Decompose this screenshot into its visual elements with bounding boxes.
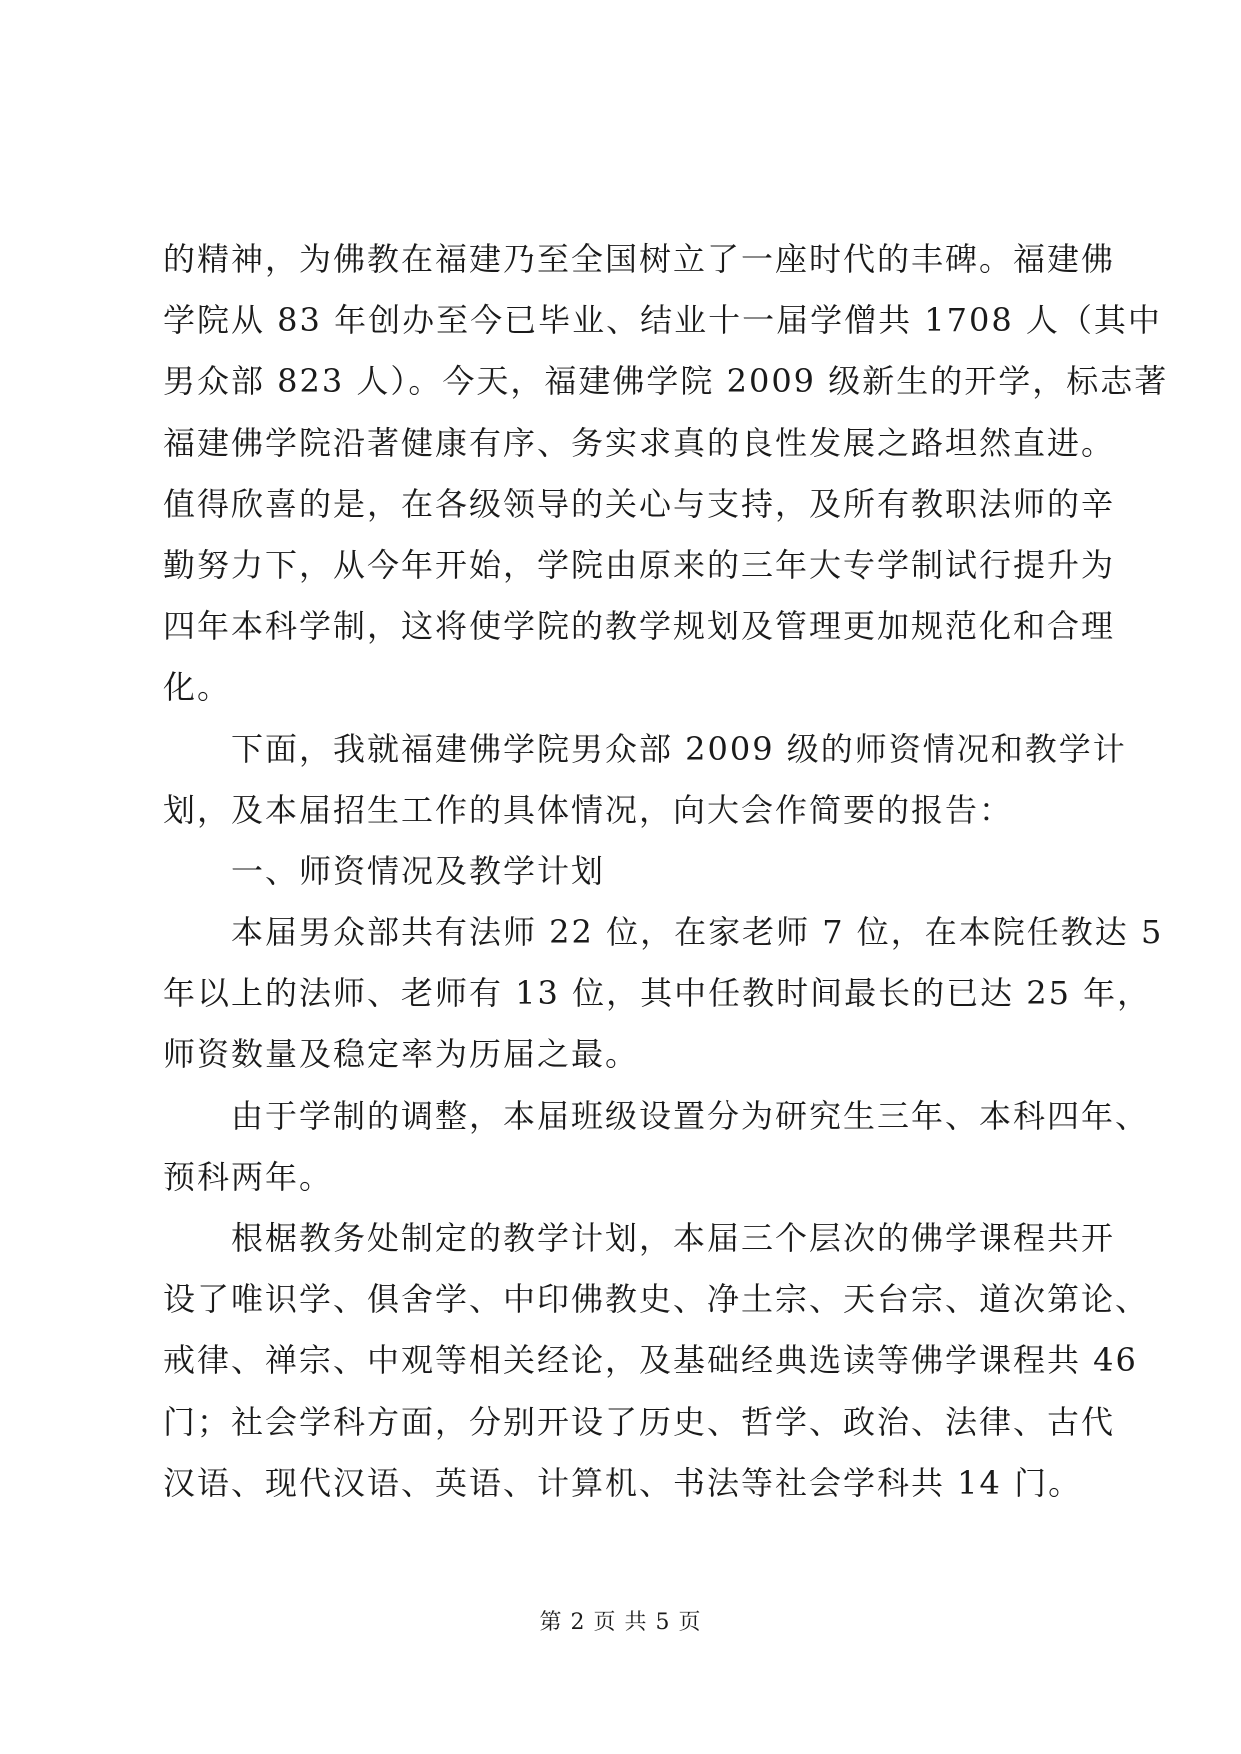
text-line: 师资数量及稳定率为历届之最。	[163, 1035, 640, 1074]
page-footer: 第 2 页 共 5 页	[539, 1610, 702, 1635]
text-line: 化。	[163, 668, 232, 707]
body-text	[163, 229, 1169, 1514]
text-line: 汉语、现代汉语、英语、计算机、书法等社会学科共 14 门。	[163, 1463, 1083, 1502]
text-line: 预科两年。	[163, 1157, 334, 1196]
text-line: 学院从 83 年创办至今已毕业、结业十一届学僧共 1708 人（其中	[163, 301, 1162, 340]
text-line: 由于学制的调整，本届班级设置分为研究生三年、本科四年、	[231, 1096, 1150, 1135]
text-line: 值得欣喜的是，在各级领导的关心与支持，及所有教职法师的辛	[163, 484, 1116, 523]
text-line: 男众部 823 人）。今天，福建佛学院 2009 级新生的开学，标志著	[163, 362, 1169, 401]
text-line: 本届男众部共有法师 22 位，在家老师 7 位，在本院任教达 5	[231, 913, 1164, 952]
text-line: 根椐教务处制定的教学计划，本届三个层次的佛学课程共开	[231, 1219, 1116, 1257]
text-line: 年以上的法师、老师有 13 位，其中任教时间最长的已达 25 年，	[163, 974, 1152, 1013]
text-line: 戒律、禅宗、中观等相关经论，及基础经典选读等佛学课程共 46	[163, 1341, 1138, 1380]
text-line: 划，及本届招生工作的具体情况，向大会作简要的报告：	[163, 790, 1014, 829]
text-line: 四年本科学制，这将使学院的教学规划及管理更加规范化和合理	[163, 607, 1116, 646]
text-line: 勤努力下，从今年开始，学院由原来的三年大专学制试行提升为	[163, 545, 1116, 584]
text-line: 的精神，为佛教在福建乃至全国树立了一座时代的丰碑。福建佛	[163, 240, 1116, 278]
text-line: 一、师资情况及教学计划	[231, 851, 606, 890]
text-line: 福建佛学院沿著健康有序、务实求真的良性发展之路坦然直进。	[163, 423, 1116, 462]
text-line: 设了唯识学、俱舍学、中印佛教史、净土宗、天台宗、道次第论、	[163, 1280, 1150, 1319]
text-line: 门；社会学科方面，分别开设了历史、哲学、政治、法律、古代	[163, 1402, 1116, 1441]
text-line: 下面，我就福建佛学院男众部 2009 级的师资情况和教学计	[231, 729, 1127, 768]
